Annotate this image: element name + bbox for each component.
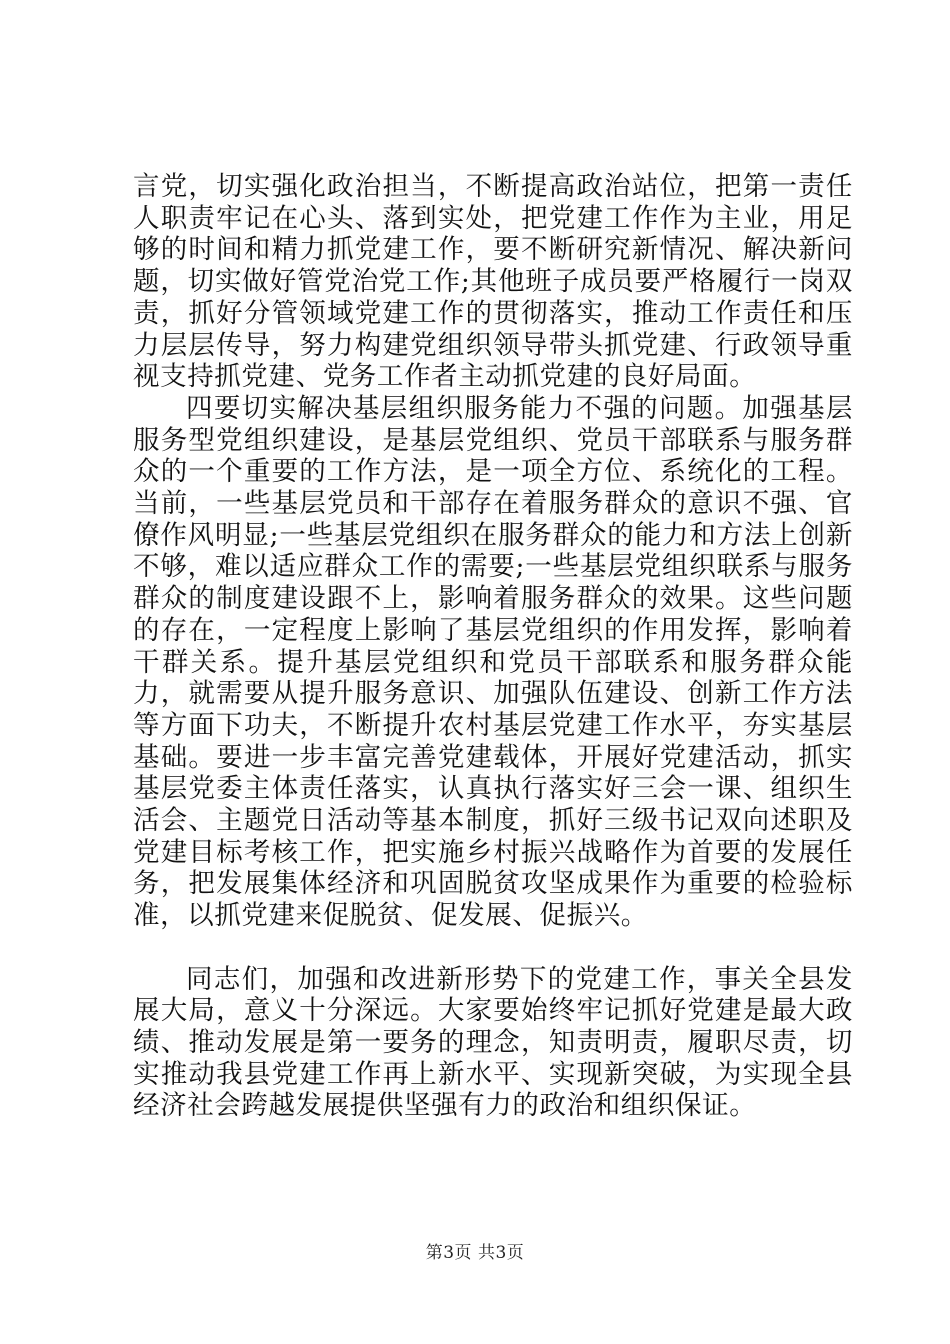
document-body [133,171,853,1122]
paragraph-closing: 同志们，加强和改进新形势下的党建工作，事关全县发展大局，意义十分深远。大家要始终牢记抓好党建是最大政绩、推动发展是第一要务的理念，知责明责，履职尽责，切实推动我县党建工作再上新水平、实现新突破，为实现全县经济社会跨越发展提供坚强有力的政治和组织保证。 [133,963,853,1122]
paragraph-continuation: 言党，切实强化政治担当，不断提高政治站位，把第一责任人职责牢记在心头、落到实处，把党建工作作为主业，用足够的时间和精力抓党建工作，要不断研究新情况、解决新问题，切实做好管党治党工作;其他班子成员要严格履行一岗双责，抓好分管领域党建工作的贯彻落实，推动工作责任和压力层层传导，努力构建党组织领导带头抓党建、行政领导重视支持抓党建、党务工作者主动抓党建的良好局面。 [133,171,853,393]
page-number-footer: 第3页 共3页 [425,1243,525,1263]
paragraph-point-four: 四要切实解决基层组织服务能力不强的问题。加强基层服务型党组织建设，是基层党组织、党员干部联系与服务群众的一个重要的工作方法，是一项全方位、系统化的工程。当前，一些基层党员和干部存在着服务群众的意识不强、官僚作风明显;一些基层党组织在服务群众的能力和方法上创新不够，难以适应群众工作的需要;一些基层党组织联系与服务群众的制度建设跟不上，影响着服务群众的效果。这些问题的存在，一定程度上影响了基层党组织的作用发挥，影响着干群关系。提升基层党组织和党员干部联系和服务群众能力，就需要从提升服务意识、加强队伍建设、创新工作方法等方面下功夫，不断提升农村基层党建工作水平，夯实基层基础。要进一步丰富完善党建载体，开展好党建活动，抓实基层党委主体责任落实，认真执行落实好三会一课、组织生活会、主题党日活动等基本制度，抓好三级书记双向述职及党建目标考核工作，把实施乡村振兴战略作为首要的发展任务，把发展集体经济和巩固脱贫攻坚成果作为重要的检验标准，以抓党建来促脱贫、促发展、促振兴。 [133,392,853,932]
